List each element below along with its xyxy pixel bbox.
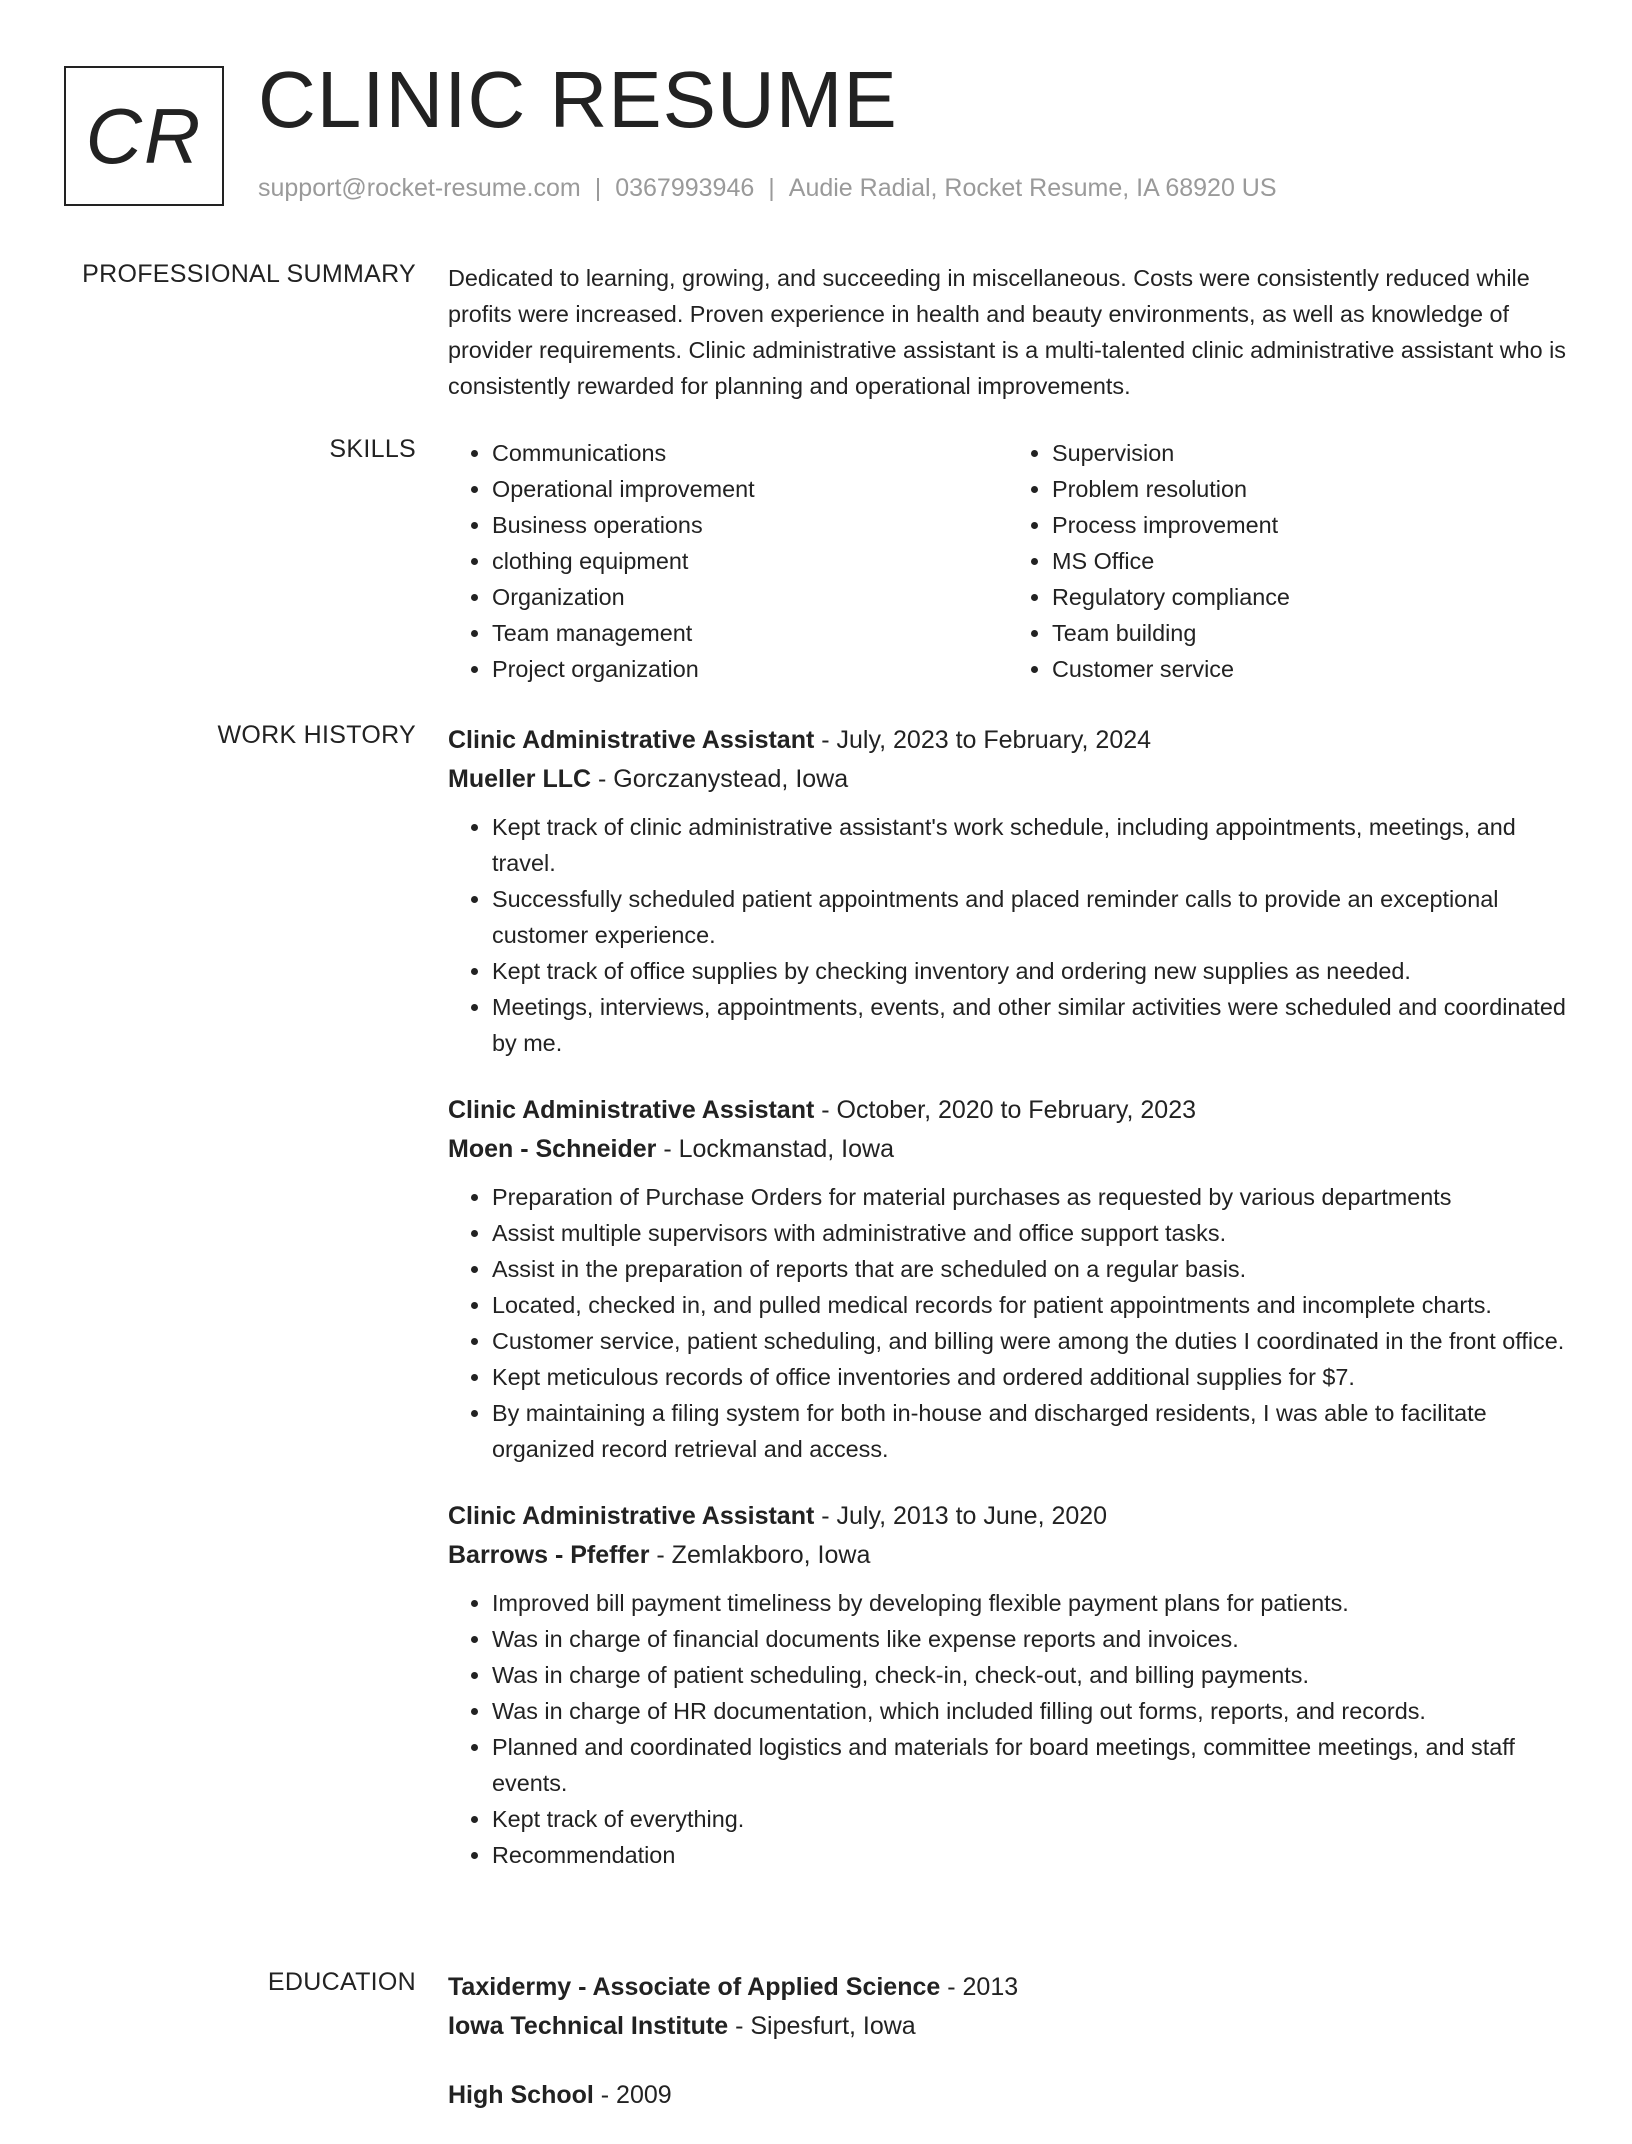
job-bullet: • Preparation of Purchase Orders for material purchases as requested by various departments xyxy=(492,1179,1568,1215)
school-name: Iowa Technical Institute xyxy=(448,2012,729,2040)
job-bullets xyxy=(448,1585,1568,1873)
contact-address: Audie Radial, Rocket Resume, IA 68920 US xyxy=(788,174,1277,202)
skill-item: • Organization xyxy=(492,579,1008,615)
section-label-skills: SKILLS xyxy=(329,435,416,463)
degree-year: - 2013 xyxy=(940,1973,1019,2001)
employer-line xyxy=(448,1129,1568,1169)
skill-item: • clothing equipment xyxy=(492,543,1008,579)
monogram: CR xyxy=(64,66,224,206)
contact-phone[interactable]: 0367993946 xyxy=(615,174,755,202)
skill-item: • Communications xyxy=(492,435,1008,471)
degree-line xyxy=(448,2076,1568,2114)
job-entry xyxy=(448,721,1568,1061)
skill-item: • Project organization xyxy=(492,651,1008,687)
skill-item: • Supervision xyxy=(1052,435,1568,471)
school-location: - Sipesfurt, Iowa xyxy=(728,2012,916,2040)
resume-name: CLINIC RESUME xyxy=(258,55,898,144)
employer-location: - Zemlakboro, Iowa xyxy=(649,1541,871,1569)
degree-year: - 2009 xyxy=(593,2081,672,2109)
job-bullet: • Kept track of everything. xyxy=(492,1801,1568,1837)
job-dates: - July, 2013 to June, 2020 xyxy=(814,1502,1108,1530)
contact-line xyxy=(258,174,1277,203)
skill-item: • Operational improvement xyxy=(492,471,1008,507)
education-entry xyxy=(448,1968,1568,2046)
job-bullet: • Assist in the preparation of reports that are scheduled on a regular basis. xyxy=(492,1251,1568,1287)
job-title-line xyxy=(448,1497,1568,1535)
degree-line xyxy=(448,1968,1568,2006)
job-dates: - July, 2023 to February, 2024 xyxy=(814,726,1152,754)
employer-location: - Lockmanstad, Iowa xyxy=(656,1135,894,1163)
contact-email[interactable]: support@rocket-resume.com xyxy=(258,174,581,202)
job-bullet: • By maintaining a filing system for both in-house and discharged residents, I was able to facilitate organized record retrieval and access. xyxy=(492,1395,1568,1467)
job-bullet: • Was in charge of patient scheduling, check-in, check-out, and billing payments. xyxy=(492,1657,1568,1693)
skill-item: • Team management xyxy=(492,615,1008,651)
employer-name: Barrows - Pfeffer xyxy=(448,1541,650,1569)
job-bullet: • Planned and coordinated logistics and materials for board meetings, committee meetings, and staff events. xyxy=(492,1729,1568,1801)
employer-line xyxy=(448,759,1568,799)
job-bullet: • Meetings, interviews, appointments, events, and other similar activities were scheduled and coordinated by me. xyxy=(492,989,1568,1061)
separator: | xyxy=(594,174,602,202)
job-bullet: • Was in charge of HR documentation, which included filling out forms, reports, and records. xyxy=(492,1693,1568,1729)
school-line xyxy=(448,2006,1568,2046)
job-title-line xyxy=(448,721,1568,759)
skill-item: • Customer service xyxy=(1052,651,1568,687)
skill-item: • Regulatory compliance xyxy=(1052,579,1568,615)
skills-list-right xyxy=(1008,435,1568,687)
job-bullet: • Kept meticulous records of office inventories and ordered additional supplies for $7. xyxy=(492,1359,1568,1395)
job-bullet: • Customer service, patient scheduling, and billing were among the duties I coordinated in the front office. xyxy=(492,1323,1568,1359)
section-label-summary: PROFESSIONAL SUMMARY xyxy=(82,260,416,288)
job-dates: - October, 2020 to February, 2023 xyxy=(814,1096,1196,1124)
job-bullet: • Kept track of clinic administrative assistant's work schedule, including appointments, meetings, and travel. xyxy=(492,809,1568,881)
degree: High School xyxy=(448,2081,594,2109)
employer-line xyxy=(448,1535,1568,1575)
skill-item: • Team building xyxy=(1052,615,1568,651)
job-entry xyxy=(448,1497,1568,1873)
skill-item: • Process improvement xyxy=(1052,507,1568,543)
job-bullet: • Located, checked in, and pulled medical records for patient appointments and incomplete charts. xyxy=(492,1287,1568,1323)
job-title: Clinic Administrative Assistant xyxy=(448,1502,815,1530)
skill-item: • Business operations xyxy=(492,507,1008,543)
job-bullets xyxy=(448,809,1568,1061)
job-entry xyxy=(448,1091,1568,1467)
separator: | xyxy=(768,174,775,202)
summary-text: Dedicated to learning, growing, and succeeding in miscellaneous. Costs were consistently reduced while profits were increased. Proven experience in health and beauty environments, as well as knowledge of provider requirements. Clinic administrative assistant is a multi-talented clinic administrative assistant who is consistently rewarded for planning and operational improvements. xyxy=(448,265,1566,399)
employer-name: Mueller LLC xyxy=(448,765,592,793)
degree: Taxidermy - Associate of Applied Science xyxy=(448,1973,941,2001)
employer-location: - Gorczanystead, Iowa xyxy=(591,765,849,793)
job-title: Clinic Administrative Assistant xyxy=(448,726,815,754)
section-label-education: EDUCATION xyxy=(267,1968,416,1996)
job-bullet: • Successfully scheduled patient appointments and placed reminder calls to provide an exceptional customer experience. xyxy=(492,881,1568,953)
job-bullet: • Kept track of office supplies by checking inventory and ordering new supplies as needed. xyxy=(492,953,1568,989)
job-title: Clinic Administrative Assistant xyxy=(448,1096,815,1124)
job-title-line xyxy=(448,1091,1568,1129)
skill-item: • MS Office xyxy=(1052,543,1568,579)
job-bullet: • Was in charge of financial documents like expense reports and invoices. xyxy=(492,1621,1568,1657)
education-entry xyxy=(448,2076,1568,2114)
skill-item: • Problem resolution xyxy=(1052,471,1568,507)
job-bullet: • Assist multiple supervisors with administrative and office support tasks. xyxy=(492,1215,1568,1251)
employer-name: Moen - Schneider xyxy=(448,1135,657,1163)
skills-list-left xyxy=(448,435,1008,687)
job-bullets xyxy=(448,1179,1568,1467)
job-bullet: • Recommendation xyxy=(492,1837,1568,1873)
job-bullet: • Improved bill payment timeliness by developing flexible payment plans for patients. xyxy=(492,1585,1568,1621)
section-label-work: WORK HISTORY xyxy=(217,721,416,749)
